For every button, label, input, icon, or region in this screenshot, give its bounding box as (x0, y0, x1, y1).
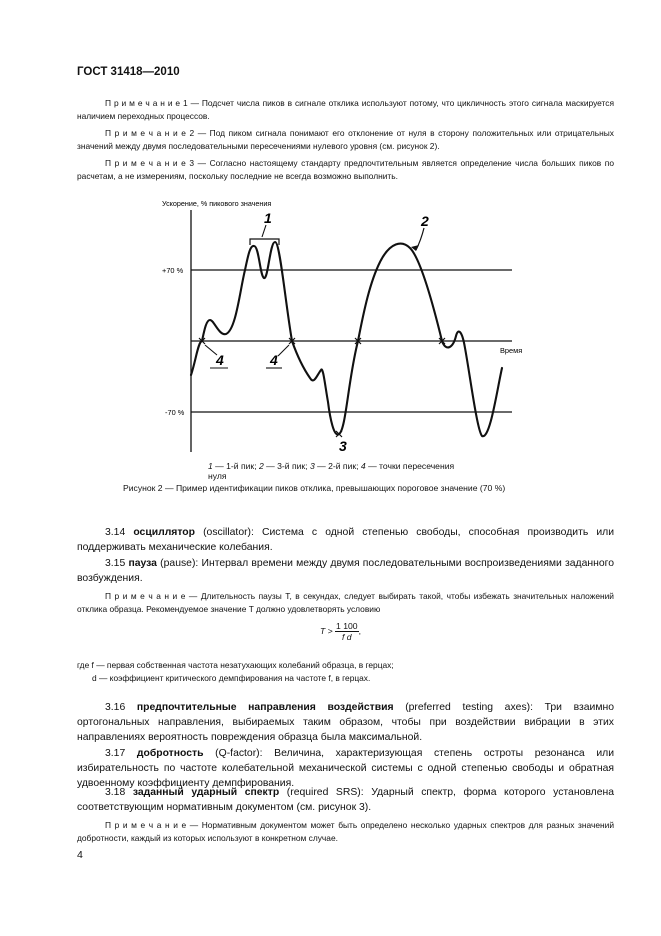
legend-text-4: — точки пересечения нуля (208, 461, 455, 481)
where-line-1: где f — первая собственная частота незатухающих колебаний образца, в герцах; (77, 660, 394, 670)
term: осциллятор (133, 527, 196, 538)
formula (320, 621, 361, 642)
marker-4b: 4 (270, 352, 278, 368)
marker-3: 3 (339, 438, 347, 454)
notes-top (77, 97, 614, 183)
legend-index-2: 2 (258, 461, 264, 471)
definition: (Q-factor): Величина, характеризующая степень остроты резонанса или избирательность по частоте колебательной механической системы с одной степенью свободы и обратная удвоенному коэффициенту демпфирования. (77, 748, 615, 789)
formula-lhs: T > (320, 625, 333, 636)
level-plus-label: +70 % (162, 266, 184, 275)
note-1-prefix: П р и м е ч а н и е 1 (105, 98, 188, 108)
section-3-14 (77, 525, 614, 555)
legend-index-4: 4 (360, 461, 366, 471)
term: добротность (136, 748, 204, 759)
legend-text-3: — 2-й пик; (314, 461, 361, 471)
figure-legend (208, 461, 468, 481)
section-3-16 (77, 700, 614, 745)
section-number: 3.17 (105, 748, 126, 759)
note-3-prefix: П р и м е ч а н и е 3 (105, 158, 195, 169)
note-pause (77, 590, 614, 615)
note-text: — Нормативным документом может быть определено несколько ударных спектров для разных значений добротности, каждый из которых используют в конкретном случае. (77, 820, 614, 843)
formula-denominator: f d (342, 632, 352, 642)
marker-4b-leader (278, 345, 289, 356)
page-number: 4 (77, 849, 83, 861)
definition: (preferred testing axes): Три взаимно ортогональных направления, выбираемых таким образом, чтобы при воздействии вибрации в этих направлениях вероятность повреждения образца была максимальной. (77, 702, 614, 743)
note-text: — Длительность паузы T, в секундах, следует выбирать такой, чтобы избежать значительных наложений отклика образца. Рекомендуемое значение T должно удовлетворять условию (77, 591, 614, 614)
section-number: 3.18 (105, 787, 126, 798)
formula-tail: , (358, 625, 361, 636)
formula-fraction (335, 621, 359, 642)
note-1 (77, 97, 614, 122)
zero-crossing-markers (199, 338, 445, 437)
section-3-18 (77, 785, 614, 815)
definition: (oscillator): Система с одной степенью свободы, способная производить или поддерживать механические колебания. (77, 527, 615, 553)
term: пауза (128, 558, 157, 569)
note-3-text: — Согласно настоящему стандарту предпочтительным является определение числа больших пиков по расчетам, а не измерениям, поскольку последние не всегда возможно выполнить. (77, 158, 614, 181)
where-line-2: d — коэффициент критического демпфирования на частоте f, в герцах. (92, 672, 371, 683)
note-prefix: П р и м е ч а н и е (105, 820, 187, 830)
figure-2-diagram (140, 190, 540, 475)
note-1-text: — Подсчет числа пиков в сигнале отклика используют потому, что цикличность этого сигнала маскируется наличием переходных процессов. (77, 98, 615, 121)
note-prefix: П р и м е ч а н и е (105, 591, 186, 601)
note-3 (77, 157, 614, 182)
note-srs (77, 819, 614, 844)
definition: (required SRS): Ударный спектр, форма которого установлена соответствующим нормативным документом (см. рисунок 3). (77, 787, 614, 813)
axis-x-label: Время (500, 346, 523, 355)
section-number: 3.15 (105, 558, 126, 569)
marker-4a-leader (205, 345, 217, 355)
note-2 (77, 127, 614, 152)
legend-text-2: — 3-й пик; (263, 461, 310, 471)
marker-1-leader (262, 225, 266, 237)
level-minus-label: -70 % (165, 408, 185, 417)
section-3-15 (77, 556, 614, 586)
section-number: 3.14 (105, 527, 126, 538)
legend-text-1: — 1-й пик; (212, 461, 259, 471)
page-header: ГОСТ 31418—2010 (77, 66, 180, 78)
marker-1: 1 (264, 210, 272, 226)
marker-2: 2 (421, 213, 429, 229)
formula-explanation (77, 659, 614, 684)
note-2-text: — Под пиком сигнала понимают его отклонение от нуля в сторону положительных или отрицательных значений между двумя последовательными пересечениями нулевого уровня (см. рисунок 2). (77, 128, 614, 151)
definition: (pause): Интервал времени между двумя последовательными воспроизведениями заданного возбуждения. (77, 558, 614, 584)
section-number: 3.16 (105, 702, 126, 713)
axis-y-label: Ускорение, % пикового значения (162, 199, 272, 208)
marker-4a: 4 (216, 352, 224, 368)
formula-numerator: 1 100 (336, 621, 358, 631)
legend-index-3: 3 (309, 461, 315, 471)
figure-caption: Рисунок 2 — Пример идентификации пиков отклика, превышающих пороговое значение (70 %) (123, 483, 506, 493)
legend-index-1: 1 (208, 461, 213, 471)
response-curve (191, 242, 502, 436)
term: предпочтительные направления воздействия (136, 702, 394, 713)
term: заданный ударный спектр (132, 787, 280, 798)
note-2-prefix: П р и м е ч а н и е 2 (105, 128, 195, 139)
